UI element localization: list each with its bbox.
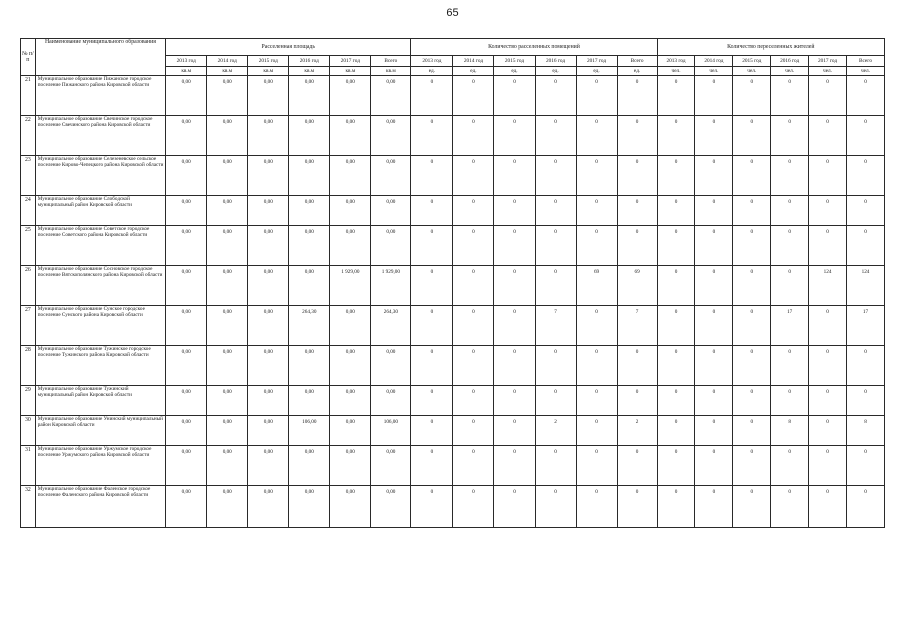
area-cell: 0,00	[330, 196, 371, 226]
area-cell: 0,00	[248, 156, 289, 196]
people-cell: 0	[695, 156, 733, 196]
rooms-cell: 0	[617, 116, 657, 156]
people-cell: 17	[771, 306, 809, 346]
area-cell: 0,00	[248, 486, 289, 528]
row-number: 28	[21, 346, 36, 386]
area-cell: 1 929,00	[330, 266, 371, 306]
people-cell: 0	[809, 446, 847, 486]
area-cell: 0,00	[289, 196, 330, 226]
rooms-cell: 0	[617, 446, 657, 486]
rooms-cell: 0	[411, 416, 453, 446]
group-area-header: Расселенная площадь	[166, 39, 411, 56]
people-cell: 0	[695, 416, 733, 446]
people-cell: 124	[809, 266, 847, 306]
area-cell: 0,00	[248, 196, 289, 226]
rooms-cell: 0	[494, 76, 535, 116]
year-header-rooms-3: 2016 год	[535, 56, 576, 67]
rooms-cell: 0	[535, 346, 576, 386]
people-cell: 0	[809, 196, 847, 226]
people-cell: 0	[733, 416, 771, 446]
people-cell: 0	[809, 156, 847, 196]
rooms-cell: 0	[411, 226, 453, 266]
rooms-cell: 0	[411, 446, 453, 486]
unit-header-people-4: чел.	[809, 67, 847, 76]
unit-header-people-2: чел.	[733, 67, 771, 76]
area-cell: 0,00	[166, 346, 207, 386]
unit-header-area-5: кв.м	[371, 67, 411, 76]
rooms-cell: 0	[453, 486, 494, 528]
people-cell: 0	[771, 446, 809, 486]
year-header-people-4: 2017 год	[809, 56, 847, 67]
year-header-area-1: 2014 год	[207, 56, 248, 67]
people-cell: 0	[657, 156, 695, 196]
people-cell: 0	[657, 226, 695, 266]
area-cell: 0,00	[166, 226, 207, 266]
people-cell: 0	[695, 346, 733, 386]
people-cell: 0	[733, 196, 771, 226]
unit-header-people-1: чел.	[695, 67, 733, 76]
year-header-area-2: 2015 год	[248, 56, 289, 67]
people-cell: 0	[695, 116, 733, 156]
people-cell: 0	[771, 76, 809, 116]
people-cell: 0	[733, 386, 771, 416]
people-cell: 0	[657, 196, 695, 226]
area-cell: 0,00	[330, 306, 371, 346]
people-cell: 17	[846, 306, 884, 346]
people-cell: 0	[657, 116, 695, 156]
rooms-cell: 0	[411, 196, 453, 226]
unit-header-people-3: чел.	[771, 67, 809, 76]
people-cell: 0	[733, 346, 771, 386]
people-cell: 0	[695, 76, 733, 116]
area-cell: 264,30	[289, 306, 330, 346]
people-cell: 0	[657, 486, 695, 528]
area-cell: 0,00	[248, 116, 289, 156]
area-cell: 0,00	[207, 156, 248, 196]
people-cell: 124	[846, 266, 884, 306]
rooms-cell: 0	[576, 386, 617, 416]
row-number: 26	[21, 266, 36, 306]
rooms-cell: 0	[494, 446, 535, 486]
area-cell: 0,00	[207, 416, 248, 446]
year-header-rooms-5: Всего	[617, 56, 657, 67]
people-cell: 0	[809, 386, 847, 416]
rooms-cell: 0	[411, 486, 453, 528]
rooms-cell: 0	[453, 346, 494, 386]
area-cell: 0,00	[330, 156, 371, 196]
rooms-cell: 0	[535, 116, 576, 156]
municipality-name: Муниципальное образование Унинский муниципальный район Кировской области	[35, 416, 165, 446]
municipality-name: Муниципальное образование Уржумское городское поселение Уржумского района Кировской области	[35, 446, 165, 486]
table-row	[21, 266, 885, 306]
row-number: 23	[21, 156, 36, 196]
area-cell: 264,30	[371, 306, 411, 346]
people-cell: 0	[771, 116, 809, 156]
area-cell: 0,00	[289, 446, 330, 486]
table-row	[21, 156, 885, 196]
people-cell: 0	[657, 446, 695, 486]
area-cell: 0,00	[166, 446, 207, 486]
people-cell: 0	[733, 446, 771, 486]
rooms-cell: 0	[411, 116, 453, 156]
rooms-cell: 0	[617, 486, 657, 528]
area-cell: 0,00	[289, 156, 330, 196]
table-row	[21, 446, 885, 486]
people-cell: 0	[809, 226, 847, 266]
rooms-cell: 0	[453, 116, 494, 156]
area-cell: 1 929,00	[371, 266, 411, 306]
rooms-cell: 0	[494, 266, 535, 306]
area-cell: 0,00	[330, 446, 371, 486]
area-cell: 0,00	[371, 386, 411, 416]
rooms-cell: 0	[535, 156, 576, 196]
area-cell: 0,00	[289, 266, 330, 306]
rooms-cell: 0	[535, 486, 576, 528]
people-cell: 0	[657, 416, 695, 446]
rooms-cell: 0	[576, 486, 617, 528]
municipality-name: Муниципальное образование Сунское городское поселение Сунского района Кировской области	[35, 306, 165, 346]
unit-header-rooms-5: ед.	[617, 67, 657, 76]
rooms-cell: 0	[494, 156, 535, 196]
area-cell: 0,00	[166, 386, 207, 416]
year-header-area-5: Всего	[371, 56, 411, 67]
table-row	[21, 116, 885, 156]
municipality-name: Муниципальное образование Советское городское поселение Советского района Кировской области	[35, 226, 165, 266]
area-cell: 0,00	[166, 196, 207, 226]
area-cell: 0,00	[330, 486, 371, 528]
people-cell: 0	[695, 226, 733, 266]
rooms-cell: 0	[576, 156, 617, 196]
table-row	[21, 76, 885, 116]
year-header-area-4: 2017 год	[330, 56, 371, 67]
area-cell: 0,00	[330, 116, 371, 156]
row-number: 27	[21, 306, 36, 346]
area-cell: 0,00	[166, 486, 207, 528]
area-cell: 0,00	[289, 76, 330, 116]
year-header-people-2: 2015 год	[733, 56, 771, 67]
rooms-cell: 0	[576, 446, 617, 486]
rooms-cell: 0	[535, 386, 576, 416]
rooms-cell: 0	[494, 116, 535, 156]
row-number: 24	[21, 196, 36, 226]
rooms-cell: 0	[576, 346, 617, 386]
year-header-people-5: Всего	[846, 56, 884, 67]
area-cell: 0,00	[371, 226, 411, 266]
rooms-cell: 0	[494, 306, 535, 346]
table-body	[21, 76, 885, 528]
municipality-name: Муниципальное образование Селезеневское сельское поселение Кирово-Чепецкого района Кировской области	[35, 156, 165, 196]
year-header-rooms-4: 2017 год	[576, 56, 617, 67]
people-cell: 0	[733, 76, 771, 116]
area-cell: 0,00	[248, 266, 289, 306]
area-cell: 0,00	[248, 386, 289, 416]
rooms-cell: 69	[617, 266, 657, 306]
group-rooms-header: Количество расселенных помещений	[411, 39, 657, 56]
table-row	[21, 386, 885, 416]
rooms-cell: 0	[494, 486, 535, 528]
people-cell: 0	[771, 386, 809, 416]
people-cell: 0	[846, 486, 884, 528]
area-cell: 0,00	[207, 116, 248, 156]
municipality-name: Муниципальное образование Пижанское городское поселение Пижанского района Кировской области	[35, 76, 165, 116]
area-cell: 0,00	[248, 346, 289, 386]
area-cell: 0,00	[330, 226, 371, 266]
year-header-people-1: 2014 год	[695, 56, 733, 67]
table-row	[21, 196, 885, 226]
area-cell: 0,00	[207, 346, 248, 386]
rooms-cell: 0	[411, 306, 453, 346]
rooms-cell: 0	[617, 156, 657, 196]
rooms-cell: 0	[576, 226, 617, 266]
table-row	[21, 416, 885, 446]
rooms-cell: 0	[617, 346, 657, 386]
people-cell: 0	[771, 156, 809, 196]
rooms-cell: 0	[617, 196, 657, 226]
people-cell: 0	[733, 486, 771, 528]
area-cell: 0,00	[207, 76, 248, 116]
people-cell: 0	[809, 76, 847, 116]
area-cell: 0,00	[330, 416, 371, 446]
area-cell: 0,00	[371, 196, 411, 226]
people-cell: 0	[733, 156, 771, 196]
rooms-cell: 0	[535, 196, 576, 226]
rooms-cell: 0	[535, 76, 576, 116]
rooms-cell: 0	[617, 386, 657, 416]
rooms-cell: 0	[576, 196, 617, 226]
people-cell: 8	[846, 416, 884, 446]
rooms-cell: 0	[453, 386, 494, 416]
area-cell: 106,00	[289, 416, 330, 446]
area-cell: 0,00	[371, 116, 411, 156]
rooms-cell: 7	[617, 306, 657, 346]
unit-header-rooms-0: ед.	[411, 67, 453, 76]
people-cell: 0	[846, 156, 884, 196]
rooms-cell: 0	[453, 196, 494, 226]
table-row	[21, 306, 885, 346]
rooms-cell: 0	[617, 76, 657, 116]
people-cell: 0	[846, 196, 884, 226]
municipality-name: Муниципальное образование Тужинский муниципальный район Кировской области	[35, 386, 165, 416]
rooms-cell: 2	[535, 416, 576, 446]
area-cell: 0,00	[207, 196, 248, 226]
table-row	[21, 486, 885, 528]
resettlement-table	[20, 38, 885, 528]
rooms-cell: 0	[453, 266, 494, 306]
row-number: 30	[21, 416, 36, 446]
area-cell: 0,00	[166, 266, 207, 306]
year-header-rooms-1: 2014 год	[453, 56, 494, 67]
people-cell: 0	[809, 416, 847, 446]
row-number: 22	[21, 116, 36, 156]
people-cell: 0	[695, 446, 733, 486]
rooms-cell: 0	[453, 226, 494, 266]
year-header-area-3: 2016 год	[289, 56, 330, 67]
people-cell: 0	[733, 116, 771, 156]
area-cell: 0,00	[248, 416, 289, 446]
municipality-name: Муниципальное образование Свечинское городское поселение Свечинского района Кировской области	[35, 116, 165, 156]
area-cell: 0,00	[166, 76, 207, 116]
area-cell: 0,00	[371, 446, 411, 486]
people-cell: 0	[846, 226, 884, 266]
year-header-rooms-2: 2015 год	[494, 56, 535, 67]
rooms-cell: 0	[411, 156, 453, 196]
area-cell: 0,00	[166, 306, 207, 346]
area-cell: 0,00	[207, 486, 248, 528]
people-cell: 0	[695, 306, 733, 346]
area-cell: 0,00	[289, 386, 330, 416]
area-cell: 0,00	[371, 156, 411, 196]
row-number: 21	[21, 76, 36, 116]
people-cell: 0	[771, 486, 809, 528]
unit-header-area-3: кв.м	[289, 67, 330, 76]
rooms-cell: 0	[453, 306, 494, 346]
rooms-cell: 0	[535, 226, 576, 266]
people-cell: 0	[657, 386, 695, 416]
col-name-header: Наименование муниципального образования	[35, 39, 165, 76]
row-number: 25	[21, 226, 36, 266]
area-cell: 0,00	[207, 226, 248, 266]
area-cell: 0,00	[207, 446, 248, 486]
table-row	[21, 226, 885, 266]
rooms-cell: 0	[494, 346, 535, 386]
rooms-cell: 0	[576, 416, 617, 446]
area-cell: 0,00	[289, 346, 330, 386]
people-cell: 0	[846, 76, 884, 116]
people-cell: 0	[657, 306, 695, 346]
area-cell: 0,00	[166, 156, 207, 196]
unit-header-rooms-2: ед.	[494, 67, 535, 76]
rooms-cell: 0	[494, 196, 535, 226]
unit-header-area-0: кв.м	[166, 67, 207, 76]
rooms-cell: 0	[411, 386, 453, 416]
people-cell: 0	[809, 116, 847, 156]
rooms-cell: 0	[576, 116, 617, 156]
people-cell: 0	[695, 196, 733, 226]
area-cell: 0,00	[330, 346, 371, 386]
unit-header-rooms-3: ед.	[535, 67, 576, 76]
rooms-cell: 0	[453, 416, 494, 446]
table-row	[21, 346, 885, 386]
area-cell: 0,00	[371, 76, 411, 116]
people-cell: 0	[809, 486, 847, 528]
rooms-cell: 0	[494, 226, 535, 266]
area-cell: 106,00	[371, 416, 411, 446]
people-cell: 0	[733, 226, 771, 266]
people-cell: 0	[657, 346, 695, 386]
page-number: 65	[446, 7, 459, 19]
area-cell: 0,00	[248, 446, 289, 486]
people-cell: 0	[733, 266, 771, 306]
people-cell: 0	[657, 76, 695, 116]
area-cell: 0,00	[207, 386, 248, 416]
area-cell: 0,00	[207, 306, 248, 346]
unit-header-rooms-4: ед.	[576, 67, 617, 76]
people-cell: 0	[733, 306, 771, 346]
area-cell: 0,00	[289, 226, 330, 266]
area-cell: 0,00	[289, 116, 330, 156]
row-number: 32	[21, 486, 36, 528]
area-cell: 0,00	[330, 76, 371, 116]
people-cell: 0	[846, 116, 884, 156]
people-cell: 0	[771, 196, 809, 226]
rooms-cell: 7	[535, 306, 576, 346]
area-cell: 0,00	[289, 486, 330, 528]
area-cell: 0,00	[166, 416, 207, 446]
unit-header-rooms-1: ед.	[453, 67, 494, 76]
year-header-people-3: 2016 год	[771, 56, 809, 67]
unit-header-people-0: чел.	[657, 67, 695, 76]
people-cell: 0	[657, 266, 695, 306]
area-cell: 0,00	[248, 226, 289, 266]
rooms-cell: 0	[453, 76, 494, 116]
area-cell: 0,00	[207, 266, 248, 306]
area-cell: 0,00	[330, 386, 371, 416]
rooms-cell: 69	[576, 266, 617, 306]
rooms-cell: 0	[576, 76, 617, 116]
people-cell: 0	[695, 486, 733, 528]
municipality-name: Муниципальное образование Тужинское городское поселение Тужинского района Кировской области	[35, 346, 165, 386]
row-number: 31	[21, 446, 36, 486]
area-cell: 0,00	[248, 76, 289, 116]
rooms-cell: 0	[576, 306, 617, 346]
municipality-name: Муниципальное образование Сосновское городское поселение Вятскополянского района Кировской области	[35, 266, 165, 306]
rooms-cell: 0	[453, 156, 494, 196]
rooms-cell: 0	[411, 76, 453, 116]
unit-header-area-1: кв.м	[207, 67, 248, 76]
people-cell: 0	[846, 446, 884, 486]
unit-header-area-2: кв.м	[248, 67, 289, 76]
area-cell: 0,00	[166, 116, 207, 156]
year-header-rooms-0: 2013 год	[411, 56, 453, 67]
row-number: 29	[21, 386, 36, 416]
municipality-name: Муниципальное образование Слободской муниципальный район Кировской области	[35, 196, 165, 226]
area-cell: 0,00	[248, 306, 289, 346]
area-cell: 0,00	[371, 486, 411, 528]
people-cell: 0	[771, 266, 809, 306]
col-num-header: № п/п	[21, 39, 36, 76]
area-cell: 0,00	[371, 346, 411, 386]
rooms-cell: 0	[617, 226, 657, 266]
municipality-name: Муниципальное образование Фаленское городское поселение Фаленского района Кировской области	[35, 486, 165, 528]
rooms-cell: 0	[453, 446, 494, 486]
rooms-cell: 0	[535, 446, 576, 486]
rooms-cell: 0	[411, 346, 453, 386]
people-cell: 0	[771, 226, 809, 266]
group-people-header: Количество переселенных жителей	[657, 39, 884, 56]
people-cell: 0	[846, 346, 884, 386]
people-cell: 0	[809, 306, 847, 346]
rooms-cell: 0	[494, 416, 535, 446]
year-header-people-0: 2013 год	[657, 56, 695, 67]
unit-header-people-5: чел.	[846, 67, 884, 76]
people-cell: 0	[771, 346, 809, 386]
rooms-cell: 0	[494, 386, 535, 416]
rooms-cell: 0	[535, 266, 576, 306]
rooms-cell: 0	[411, 266, 453, 306]
unit-header-area-4: кв.м	[330, 67, 371, 76]
people-cell: 0	[846, 386, 884, 416]
people-cell: 8	[771, 416, 809, 446]
people-cell: 0	[809, 346, 847, 386]
rooms-cell: 2	[617, 416, 657, 446]
people-cell: 0	[695, 266, 733, 306]
people-cell: 0	[695, 386, 733, 416]
year-header-area-0: 2013 год	[166, 56, 207, 67]
